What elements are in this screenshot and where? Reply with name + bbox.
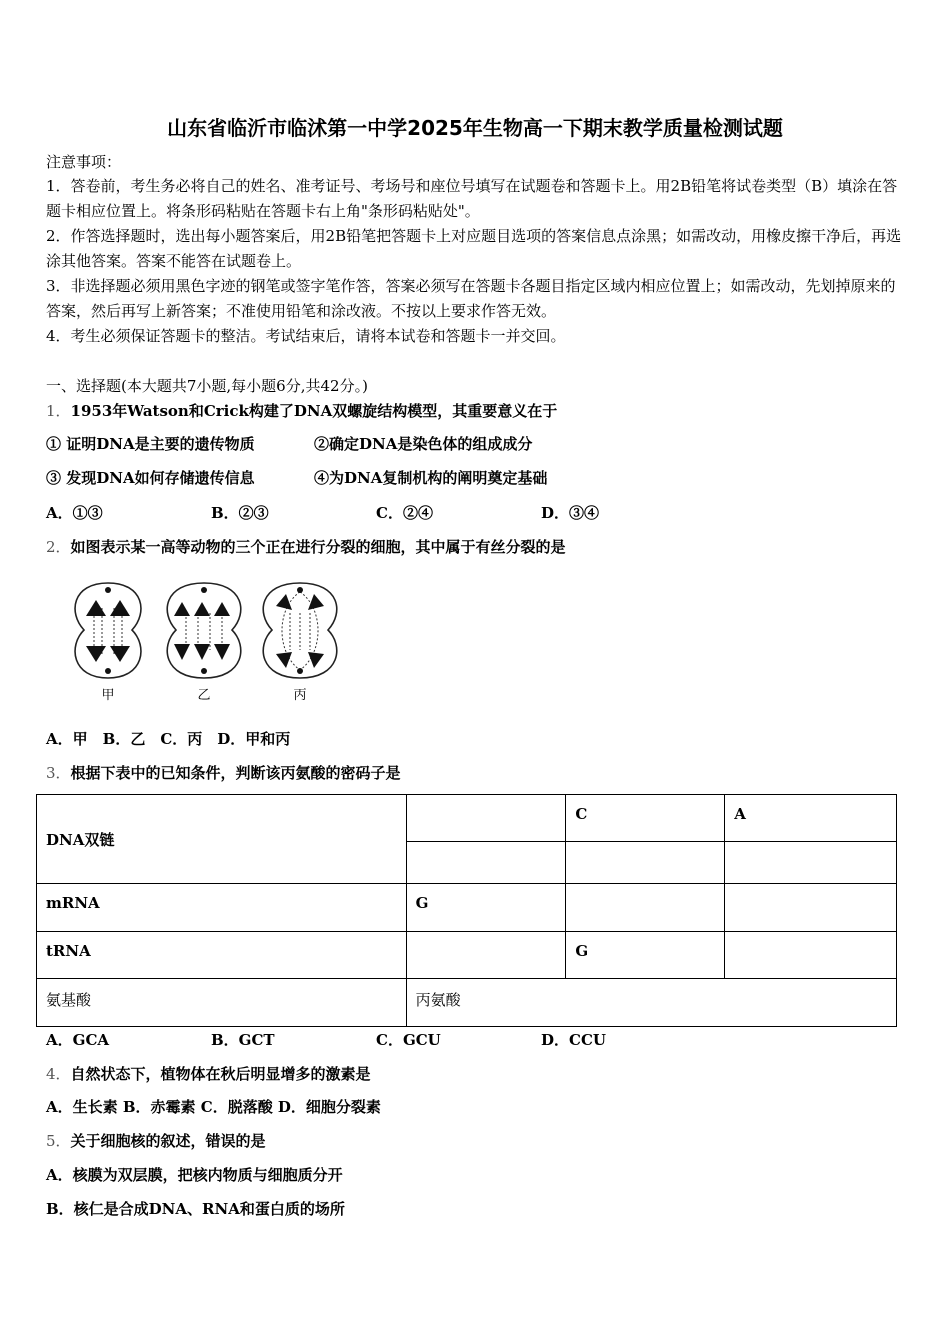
page-title: 山东省临沂市临沭第一中学2025年生物高一下期末教学质量检测试题 xyxy=(167,116,783,140)
trna-cell xyxy=(406,932,566,979)
option-c[interactable]: C．GCU xyxy=(376,1031,441,1049)
row-label-mrna: mRNA xyxy=(37,884,407,932)
cell-division-figure xyxy=(64,578,354,703)
cell-yi-outline xyxy=(167,583,241,678)
q1-statement-1: ① 证明DNA是主要的遗传物质 xyxy=(46,435,255,453)
question-4 xyxy=(46,1064,371,1084)
section-heading: 一、选择题(本大题共7小题,每小题6分,共42分。) xyxy=(46,377,368,395)
question-5 xyxy=(46,1131,266,1151)
question-stem: 1953年Watson和Crick构建了DNA双螺旋结构模型，其重要意义在于 xyxy=(70,402,558,420)
option-b[interactable]: B．核仁是合成DNA、RNA和蛋白质的场所 xyxy=(46,1200,345,1218)
option-d[interactable]: D．CCU xyxy=(541,1031,606,1049)
dna-cell xyxy=(566,842,725,884)
option-d[interactable]: D．③④ xyxy=(541,504,600,522)
question-2 xyxy=(46,537,566,557)
cell-jia-outline xyxy=(75,583,141,678)
question-stem: 根据下表中的已知条件，判断该丙氨酸的密码子是 xyxy=(70,764,401,782)
question-1 xyxy=(46,401,557,421)
dna-cell: C xyxy=(566,795,725,842)
question-number: 2． xyxy=(46,538,71,556)
question-number: 4． xyxy=(46,1065,71,1083)
dna-cell xyxy=(725,842,897,884)
question-stem: 关于细胞核的叙述，错误的是 xyxy=(70,1132,266,1150)
notice-heading: 注意事项： xyxy=(46,153,122,171)
row-label-amino-acid: 氨基酸 xyxy=(37,979,407,1027)
cell-label-bing: 丙 xyxy=(293,688,307,703)
dna-cell xyxy=(406,795,566,842)
notice-item-4: 4．考生必须保证答题卡的整洁。考试结束后，请将本试卷和答题卡一并交回。 xyxy=(46,327,566,345)
q3-options xyxy=(46,1030,606,1050)
question-number: 5． xyxy=(46,1132,71,1150)
dna-cell xyxy=(406,842,566,884)
mrna-cell xyxy=(725,884,897,932)
option-b[interactable]: B．GCT xyxy=(211,1031,275,1049)
option-a[interactable]: A．①③ xyxy=(46,504,103,522)
q1-statements-row-1 xyxy=(46,434,532,454)
q4-options[interactable]: A．生长素 B．赤霉素 C．脱落酸 D．细胞分裂素 xyxy=(46,1098,381,1116)
dna-cell: A xyxy=(725,795,897,842)
q1-statements-row-2 xyxy=(46,468,547,488)
q1-statement-2: ②确定DNA是染色体的组成成分 xyxy=(314,435,533,453)
option-b[interactable]: B．②③ xyxy=(211,504,269,522)
cell-label-jia: 甲 xyxy=(101,688,115,703)
q1-statement-4: ④为DNA复制机构的阐明奠定基础 xyxy=(314,469,548,487)
question-number: 3． xyxy=(46,764,71,782)
q1-statement-3: ③ 发现DNA如何存储遗传信息 xyxy=(46,469,255,487)
notice-item-3: 3．非选择题必须用黑色字迹的钢笔或签字笔作答，答案必须写在答题卡各题目指定区域内相应位置上；如需改动，先划掉原来的答案，然后再写上新答案；不准使用铅笔和涂改液。不按以上要求作答无效。 xyxy=(46,277,896,320)
option-a[interactable]: A．核膜为双层膜，把核内物质与细胞质分开 xyxy=(46,1166,343,1184)
q2-options[interactable]: A．甲 B．乙 C．丙 D．甲和丙 xyxy=(46,730,291,748)
notice-item-2: 2．作答选择题时，选出每小题答案后，用2B铅笔把答题卡上对应题目选项的答案信息点涂黑；如需改动，用橡皮擦干净后，再选涂其他答案。答案不能答在试题卷上。 xyxy=(46,227,902,270)
notice-item-1: 1．答卷前，考生务必将自己的姓名、准考证号、考场号和座位号填写在试题卷和答题卡上。用2B铅笔将试卷类型（B）填涂在答题卡相应位置上。将条形码粘贴在答题卡右上角"条形码粘贴处"。 xyxy=(46,177,898,220)
option-a[interactable]: A．GCA xyxy=(46,1031,110,1049)
option-c[interactable]: C．②④ xyxy=(376,504,433,522)
cell-label-yi: 乙 xyxy=(197,688,211,703)
codon-table xyxy=(36,794,897,1027)
mrna-cell: G xyxy=(406,884,566,932)
question-stem: 如图表示某一高等动物的三个正在进行分裂的细胞，其中属于有丝分裂的是 xyxy=(70,538,566,556)
q1-options xyxy=(46,503,599,523)
mrna-cell xyxy=(566,884,725,932)
question-number: 1． xyxy=(46,402,71,420)
trna-cell: G xyxy=(566,932,725,979)
question-3 xyxy=(46,763,401,783)
row-label-dna: DNA双链 xyxy=(37,795,407,884)
trna-cell xyxy=(725,932,897,979)
amino-acid-value: 丙氨酸 xyxy=(406,979,896,1027)
row-label-trna: tRNA xyxy=(37,932,407,979)
question-stem: 自然状态下，植物体在秋后明显增多的激素是 xyxy=(70,1065,371,1083)
